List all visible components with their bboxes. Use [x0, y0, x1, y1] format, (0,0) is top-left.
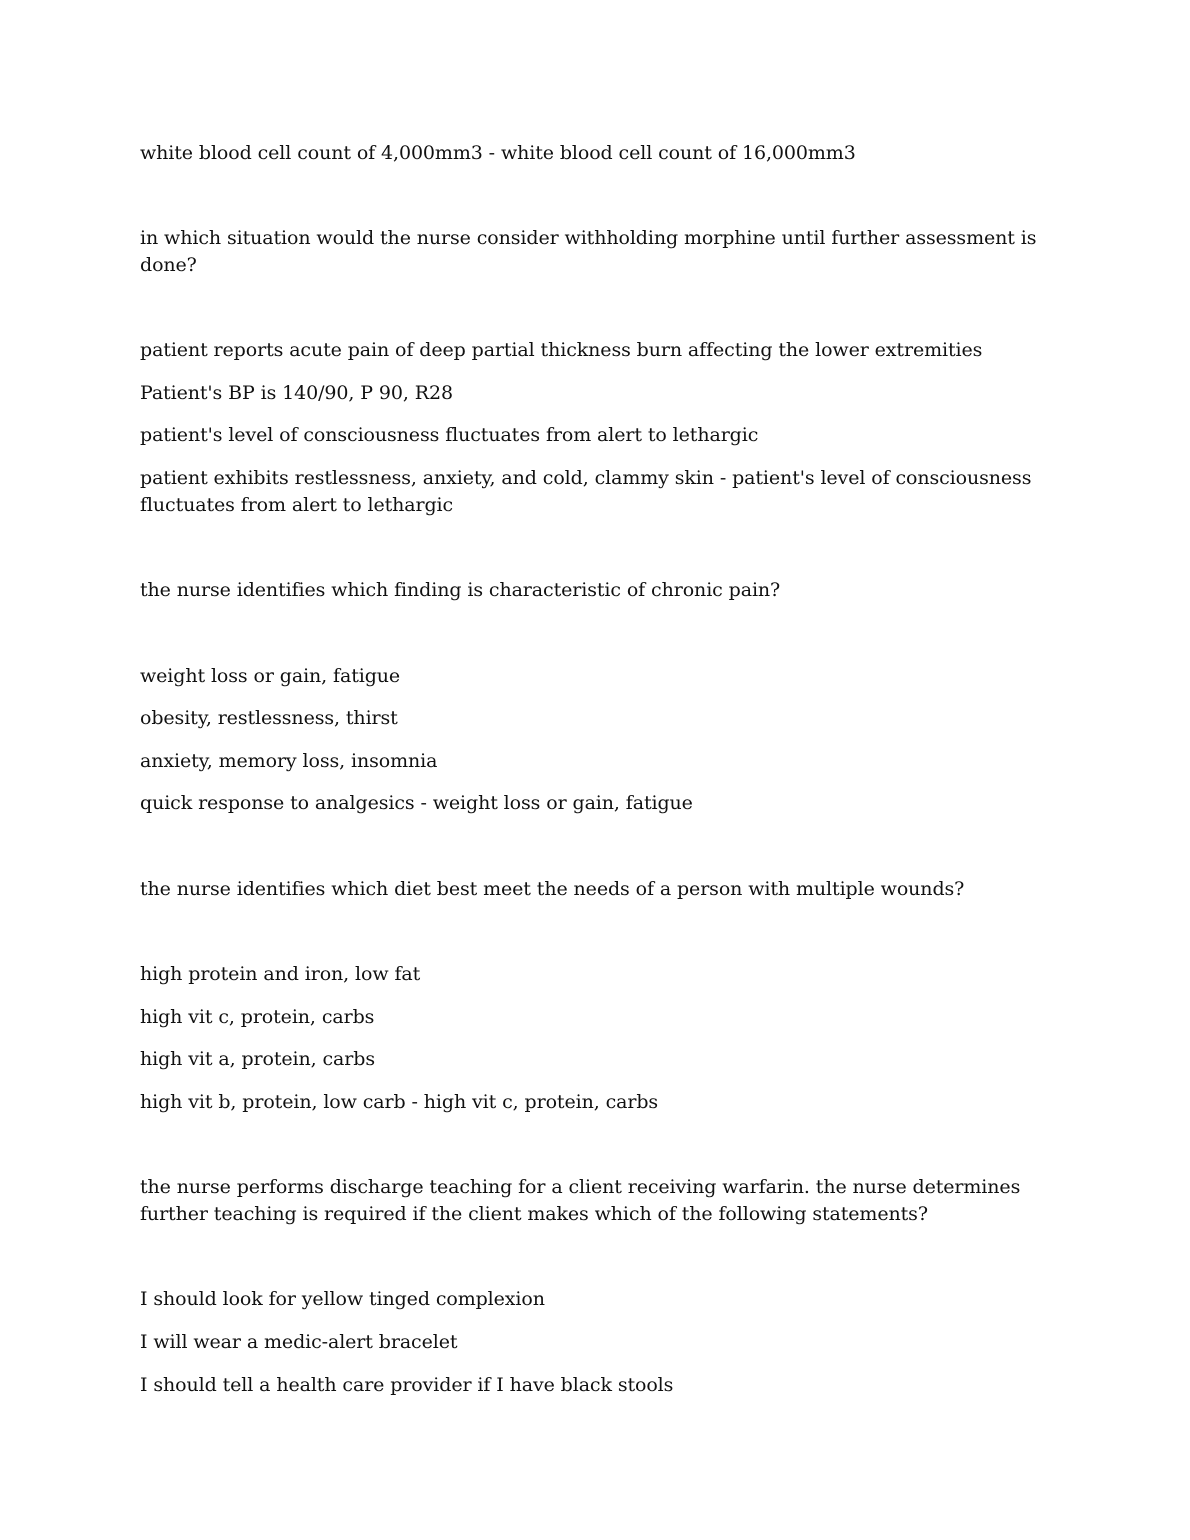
answer-line: white blood cell count of 4,000mm3 - white blood cell count of 16,000mm3	[140, 142, 856, 164]
option-text: patient reports acute pain of deep partial thickness burn affecting the lower extremities	[140, 339, 983, 361]
option-text: I should look for yellow tinged complexion	[140, 1288, 545, 1310]
option-text: high vit a, protein, carbs	[140, 1048, 375, 1070]
question-text: the nurse identifies which diet best meet the needs of a person with multiple wounds?	[140, 878, 965, 900]
option-text: anxiety, memory loss, insomnia	[140, 750, 438, 772]
option-text: weight loss or gain, fatigue	[140, 665, 401, 687]
option-text: high vit b, protein, low carb - high vit c, protein, carbs	[140, 1091, 659, 1113]
option-text: Patient's BP is 140/90, P 90, R28	[140, 382, 453, 404]
option-text: patient exhibits restlessness, anxiety, and cold, clammy skin - patient's level of consciousness fluctuates from alert to lethargic	[140, 467, 1032, 516]
option-text: patient's level of consciousness fluctuates from alert to lethargic	[140, 424, 759, 446]
option-text: obesity, restlessness, thirst	[140, 707, 398, 729]
option-text: quick response to analgesics - weight loss or gain, fatigue	[140, 792, 693, 814]
option-text: I will wear a medic-alert bracelet	[140, 1331, 458, 1353]
question-text: the nurse identifies which finding is characteristic of chronic pain?	[140, 579, 781, 601]
question-text: in which situation would the nurse consider withholding morphine until further assessment is done?	[140, 227, 1037, 276]
option-text: I should tell a health care provider if I have black stools	[140, 1374, 674, 1396]
question-text: the nurse performs discharge teaching for a client receiving warfarin. the nurse determines further teaching is required if the client makes which of the following statements?	[140, 1176, 1021, 1225]
option-text: high vit c, protein, carbs	[140, 1006, 375, 1028]
option-text: high protein and iron, low fat	[140, 963, 421, 985]
